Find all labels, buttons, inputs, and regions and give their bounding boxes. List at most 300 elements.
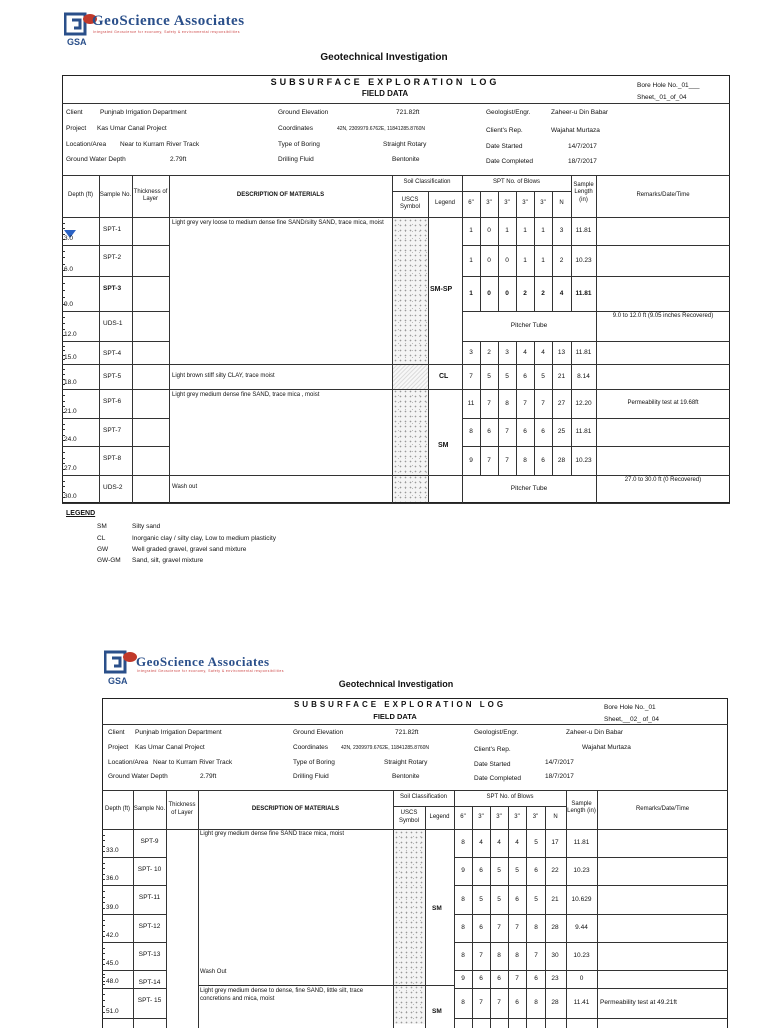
doc-title-2: Geotechnical Investigation (338, 679, 454, 689)
uscs-symbol-sand-2 (393, 389, 428, 475)
spt-blow: 21 (551, 895, 559, 903)
spt-blow: 1 (523, 227, 527, 234)
location-label-2: Location/Area (108, 759, 149, 766)
sample-length: 12.20 (575, 399, 592, 407)
row-line (102, 857, 166, 858)
row-line (169, 475, 462, 476)
depth-tick (62, 486, 65, 487)
row-line (62, 276, 99, 277)
sample-no: SPT-4 (103, 350, 122, 357)
row-line (102, 885, 166, 886)
started-value-2: 14/7/2017 (545, 759, 574, 766)
hdr-sample-2: Sample No. (133, 805, 166, 812)
spt-blow: 28 (557, 456, 566, 464)
desc-3: Light grey medium dense fine SAND, trace mica , moist (172, 392, 320, 398)
company-abbrev-2: GSA (108, 676, 128, 686)
hdr2-blow-6: 6" (460, 813, 466, 820)
sample-length: 10.629 (571, 895, 592, 903)
hdr-blow-3b: 3" (504, 200, 510, 207)
hdr-soil-class: Soil Classification (403, 179, 451, 186)
depth-tick (62, 395, 65, 396)
row-line (62, 364, 99, 365)
depth-label: 42.0 (106, 932, 119, 939)
field-data-title-2: FIELD DATA (373, 712, 417, 721)
row-line (462, 503, 730, 504)
class2-sm: SM (432, 905, 442, 912)
depth-label: 15.0 (64, 354, 77, 361)
fluid-value-2: Bentonite (392, 773, 420, 780)
hdr2-blow-3d: 3" (532, 813, 539, 820)
depth-label: 39.0 (106, 904, 119, 911)
spt-blow: 2 (523, 289, 527, 297)
hdr-blow-3a: 3" (486, 200, 492, 207)
spt-blow: 2 (541, 289, 545, 297)
depth-tick (102, 994, 105, 995)
sample-no: SPT-9 (140, 838, 159, 845)
spt-blow: 5 (487, 372, 491, 380)
spt-blow: 2 (559, 256, 564, 264)
desc-1: Light grey very loose to medium dense fine SAND/silty SAND, trace mica, moist (172, 220, 384, 226)
spt-blow: 4 (559, 289, 564, 297)
sample-no: SPT-8 (103, 455, 122, 462)
sample-length: 11.81 (575, 428, 592, 435)
location-value-2: Near to Kurram River Track (153, 759, 233, 766)
spt-blow: 6 (487, 428, 491, 435)
hdr-description-2: DESCRIPTION OF MATERIALS (251, 805, 340, 812)
rep-label: Client's Rep. (486, 127, 523, 134)
spt-blow: 7 (497, 924, 501, 931)
row-line (102, 914, 166, 915)
hdr-blow-3d: 3" (540, 200, 546, 207)
spt-blow: 7 (479, 952, 483, 959)
hdr-blow-6: 6" (468, 200, 474, 207)
row-line (198, 985, 393, 986)
spt-blow: 7 (515, 924, 519, 931)
uscs-symbol-sand (393, 218, 428, 364)
depth-tick (102, 920, 105, 921)
spt-blow: 8 (515, 952, 519, 959)
location-label: Location/Area (66, 141, 107, 148)
spt-blow: 28 (551, 924, 559, 931)
sample-length: 11.41 (573, 999, 590, 1006)
sample-no: SPT-1 (103, 226, 122, 233)
depth-tick (62, 424, 65, 425)
depth-tick (102, 953, 105, 954)
uscs-symbol-washout (393, 475, 428, 502)
spt-blow: 3 (469, 348, 473, 356)
spt-blow: 21 (557, 372, 566, 380)
geologist-label: Geologist/Engr. (486, 109, 531, 116)
doc-title: Geotechnical Investigation (320, 52, 448, 63)
spt-blow: 4 (515, 839, 519, 846)
spt-blow: 6 (534, 975, 538, 982)
bore-hole-no-2: Bore Hole No._01 (604, 704, 656, 711)
legend-title: LEGEND (66, 510, 96, 517)
spt-blow: 0 (487, 289, 491, 297)
spt-blow: 8 (523, 456, 527, 464)
row-line (99, 245, 132, 246)
sample-no: SPT-12 (138, 923, 161, 930)
legend-text-sm: Silty sand (132, 523, 161, 530)
gwd-label: Ground Water Depth (66, 156, 126, 163)
client-label-2: Client (108, 729, 125, 736)
row-line (62, 418, 99, 419)
hdr-soil-class-2: Soil Classification (399, 794, 448, 801)
legend-code-sm: SM (97, 523, 107, 530)
pitcher-tube: Pitcher Tube (510, 485, 548, 492)
spt-blow: 3 (505, 348, 509, 356)
depth-tick (102, 1006, 105, 1007)
row-line (462, 389, 730, 390)
depth-tick (102, 925, 105, 926)
depth-tick (102, 846, 105, 847)
completed-value-2: 18/7/2017 (545, 773, 574, 780)
depth-tick (102, 879, 105, 880)
spt-blow: 23 (551, 975, 559, 982)
spt-blow: 4 (523, 348, 527, 356)
depth-tick (102, 936, 105, 937)
company-tagline-2: Integrated Geoscience for economy, Safety & environmental responsibilities (137, 669, 284, 673)
desc-2: Light brown stiff silty CLAY, trace moist (172, 373, 275, 379)
desc-4: Wash out (172, 484, 198, 490)
row-line (62, 311, 99, 312)
hdr-blow-3c: 3" (522, 200, 528, 207)
remark: 9.0 to 12.0 ft (9.05 inches Recovered) (612, 313, 714, 319)
hdr-uscs: USCS Symbol (399, 196, 420, 210)
depth-tick (62, 317, 65, 318)
depth-tick (62, 264, 65, 265)
class-cl: CL (439, 373, 449, 380)
spt-blow: 6 (479, 975, 483, 982)
geologist-value-2: Zaheer-u Din Babar (566, 729, 624, 736)
depth-tick (62, 257, 65, 258)
sample-length: 11.81 (575, 348, 592, 356)
sample-length: 10.23 (573, 867, 590, 874)
depth-tick (62, 452, 65, 453)
hdr-sample: Sample No. (99, 192, 132, 199)
depth-tick (102, 959, 105, 960)
sample-no: SPT-5 (103, 373, 122, 380)
elevation-value-2: 721.82ft (395, 729, 419, 736)
sheet-no: Sheet,_01_of_04 (637, 94, 687, 101)
depth-label: 6.0 (64, 266, 74, 273)
row-line (99, 389, 132, 390)
hdr-uscs-2: USCS Symbol (398, 810, 419, 824)
row-line (462, 418, 730, 419)
row-line (102, 970, 166, 971)
spt-blow: 8 (461, 895, 465, 903)
completed-value: 18/7/2017 (568, 158, 597, 165)
spt-blow: 6 (541, 456, 545, 464)
project-label-2: Project (108, 744, 129, 751)
row-line (454, 885, 728, 886)
project-value-2: Kas Umar Canal Project (135, 744, 205, 751)
hdr-spt: SPT No. of Blows (493, 179, 540, 186)
sample-length: 8.14 (577, 372, 590, 380)
company-tagline: Integrated Geoscience for economy, Safety & environmental responsibilities (93, 30, 240, 34)
spt-blow: 1 (469, 289, 473, 297)
spt-blow: 8 (461, 952, 465, 959)
row-line (132, 503, 169, 504)
log-title-2: SUBSURFACE EXPLORATION LOG (293, 700, 507, 709)
spt-blow: 0 (487, 256, 491, 264)
boring-value: Straight Rotary (383, 141, 427, 148)
spt-blow: 9 (461, 975, 465, 982)
depth-tick (102, 897, 105, 898)
depth-label: 45.0 (106, 960, 119, 967)
spt-blow: 6 (534, 867, 538, 874)
spt-blow: 4 (497, 839, 501, 846)
elevation-label-2: Ground Elevation (293, 729, 344, 736)
depth-label: 18.0 (64, 379, 77, 386)
depth-tick (102, 851, 105, 852)
hdr-n: N (559, 200, 564, 207)
spt-blow: 5 (497, 895, 501, 903)
legend-text-gwgm: Sand, silt, gravel mixture (132, 557, 204, 564)
hdr-remarks: Remarks/Date/Time (636, 192, 690, 199)
spt-blow: 2 (487, 348, 491, 356)
row-line (454, 970, 728, 971)
rep-value-2: Wajahat Murtaza (582, 744, 631, 751)
row-line (132, 245, 169, 246)
hdr-sample-length: Sample Length (in) (573, 181, 594, 203)
depth-tick (102, 981, 105, 982)
sample-no: SPT- 15 (137, 997, 162, 1004)
row-line (62, 389, 99, 390)
depth-tick (62, 297, 65, 298)
spt-blow: 7 (523, 399, 527, 407)
depth-tick (62, 350, 65, 351)
remark: Permeability test at 49.21ft (600, 999, 677, 1006)
sample-length: 0 (579, 975, 584, 982)
coordinates-value-2: 42N, 2309979.6762E, 11841285.8760N (341, 745, 430, 751)
spt-blow: 1 (541, 256, 545, 264)
uscs-symbol-sand-3 (394, 830, 425, 1024)
field-data-title: FIELD DATA (361, 89, 409, 98)
row-line (454, 914, 728, 915)
depth-label: 3.0 (64, 235, 74, 242)
depth-tick (102, 868, 105, 869)
project-label: Project (66, 125, 87, 132)
row-line (132, 418, 169, 419)
row-line (132, 311, 169, 312)
depth-label: 27.0 (64, 465, 77, 472)
spt-blow: 4 (479, 839, 483, 846)
depth-label: 12.0 (64, 331, 77, 338)
spt-blow: 30 (551, 952, 559, 959)
sample-no: SPT-14 (138, 979, 161, 986)
location-value: Near to Kurram River Track (120, 141, 200, 148)
spt-blow: 27 (557, 399, 566, 407)
sample-length: 10.23 (573, 952, 590, 959)
row-line (462, 245, 730, 246)
spt-blow: 7 (541, 399, 545, 407)
spt-blow: 6 (523, 372, 527, 380)
row-line (62, 446, 99, 447)
spt-blow: 13 (557, 348, 566, 356)
depth-tick (62, 223, 65, 224)
depth-tick (102, 891, 105, 892)
depth-label: 30.0 (64, 493, 77, 500)
depth-label: 36.0 (106, 875, 119, 882)
spt-blow: 0 (487, 227, 491, 234)
row-line (132, 389, 169, 390)
sample-length: 11.81 (575, 289, 592, 297)
row-line (169, 364, 392, 365)
row-line (99, 503, 132, 504)
depth-tick (62, 346, 65, 347)
class-sm-sp: SM-SP (430, 286, 453, 293)
gwd-value-2: 2.79ft (200, 773, 217, 780)
hdr2-blow-3b: 3" (496, 813, 502, 820)
company-abbrev: GSA (67, 37, 87, 47)
desc2-2: Wash Out (200, 969, 227, 975)
spt-blow: 8 (469, 428, 473, 435)
class2-sm-b: SM (432, 1008, 442, 1015)
client-value-2: Punjnab Irrigation Department (135, 729, 222, 736)
class-sm: SM (438, 442, 449, 449)
row-line (99, 446, 132, 447)
depth-tick (62, 323, 65, 324)
depth-label: 51.0 (106, 1008, 119, 1015)
uscs-symbol-clay (393, 364, 428, 389)
spt-blow: 8 (461, 924, 465, 931)
hdr2-n: N (553, 813, 558, 820)
spt-blow: 7 (469, 372, 473, 380)
spt-blow: 5 (515, 867, 519, 874)
spt-blow: 5 (505, 372, 509, 380)
depth-tick (62, 401, 65, 402)
log-title: SUBSURFACE EXPLORATION LOG (270, 77, 500, 87)
sample-no: UDS-1 (103, 320, 123, 327)
row-line (102, 988, 166, 989)
boring-label-2: Type of Boring (293, 759, 335, 766)
sample-length: 11.81 (573, 839, 590, 846)
row-line (393, 985, 454, 986)
depth-tick (62, 369, 65, 370)
spt-blow: 9 (461, 867, 465, 874)
row-line (99, 364, 132, 365)
row-line (392, 364, 462, 365)
pitcher-tube: Pitcher Tube (510, 322, 548, 329)
depth-tick (102, 977, 105, 978)
completed-label: Date Completed (486, 158, 533, 165)
hdr2-blow-3a: 3" (478, 813, 484, 820)
depth-tick (102, 835, 105, 836)
spt-blow: 22 (551, 867, 559, 874)
sample-length: 11.81 (575, 227, 592, 234)
spt-blow: 5 (534, 839, 538, 846)
spt-blow: 8 (497, 952, 501, 959)
remark: 27.0 to 30.0 ft (0 Recovered) (624, 477, 702, 483)
row-line (132, 276, 169, 277)
spt-blow: 11 (467, 399, 475, 407)
spt-blow: 8 (534, 999, 538, 1006)
hdr-description: DESCRIPTION OF MATERIALS (236, 192, 325, 199)
sample-length: 10.23 (575, 256, 592, 264)
coordinates-label: Coordinates (278, 125, 314, 132)
fluid-value: Bentonite (392, 156, 420, 163)
sample-no: SPT-6 (103, 398, 122, 405)
depth-tick (62, 251, 65, 252)
spt-blow: 6 (479, 867, 483, 874)
spt-blow: 0 (505, 256, 509, 264)
spt-blow: 6 (497, 975, 501, 982)
geologist-label-2: Geologist/Engr. (474, 729, 519, 736)
sample-no: SPT-3 (103, 285, 122, 292)
boring-value-2: Straight Rotary (384, 759, 428, 766)
depth-tick (62, 429, 65, 430)
gwd-label-2: Ground Water Depth (108, 773, 168, 780)
spt-blow: 6 (515, 895, 519, 903)
fluid-label: Drilling Fluid (278, 156, 314, 163)
legend-code-cl: CL (97, 535, 106, 542)
hdr-thickness-2: Thickness of Layer (168, 802, 196, 816)
legend-code-gwgm: GW-GM (97, 557, 121, 564)
hdr-legend: Legend (434, 200, 456, 207)
row-line (99, 418, 132, 419)
spt-blow: 4 (541, 348, 545, 356)
spt-blow: 1 (523, 256, 527, 264)
spt-blow: 7 (487, 399, 491, 407)
spt-blow: 1 (505, 227, 509, 234)
depth-tick (62, 481, 65, 482)
spt-blow: 7 (515, 975, 519, 982)
depth-tick (102, 948, 105, 949)
hdr-sample-length-2: Sample Length (in) (567, 800, 596, 814)
row-line (454, 942, 728, 943)
depth-tick (102, 931, 105, 932)
legend-text-gw: Well graded gravel, gravel sand mixture (132, 546, 247, 553)
depth-label: 48.0 (106, 978, 119, 985)
row-line (462, 475, 730, 476)
spt-blow: 7 (534, 952, 538, 959)
company-name-2: GeoScience Associates (136, 654, 270, 669)
spt-blow: 0 (505, 289, 509, 297)
spt-blow: 7 (497, 999, 501, 1006)
depth-tick (62, 290, 65, 291)
row-line (132, 475, 169, 476)
sample-no: SPT-7 (103, 427, 122, 434)
started-label-2: Date Started (474, 761, 511, 768)
spt-blow: 5 (541, 372, 545, 380)
hdr-depth: Depth (ft) (67, 192, 93, 199)
spt-blow: 25 (557, 428, 566, 435)
row-line (132, 341, 169, 342)
depth-tick (102, 1012, 105, 1013)
sample-length: 9.44 (575, 924, 588, 931)
depth-label: 24.0 (64, 436, 77, 443)
spt-blow: 17 (551, 839, 559, 846)
depth-tick (62, 228, 65, 229)
row-line (62, 341, 99, 342)
spt-blow: 7 (479, 999, 483, 1006)
legend-text-cl: Inorganic clay / silty clay, Low to medium plasticity (132, 535, 277, 542)
depth-label: 21.0 (64, 408, 77, 415)
gwd-value: 2.79ft (170, 156, 187, 163)
row-line (99, 311, 132, 312)
elevation-value: 721.82ft (396, 109, 420, 116)
row-line (392, 389, 462, 390)
spt-blow: 7 (487, 456, 491, 464)
sample-no: SPT-2 (103, 254, 122, 261)
depth-tick (102, 908, 105, 909)
hdr-thickness: Thickness of Layer (133, 188, 168, 202)
spt-blow: 8 (534, 924, 538, 931)
spt-blow: 9 (469, 456, 473, 464)
started-label: Date Started (486, 143, 523, 150)
sample-no: SPT-11 (138, 894, 161, 901)
